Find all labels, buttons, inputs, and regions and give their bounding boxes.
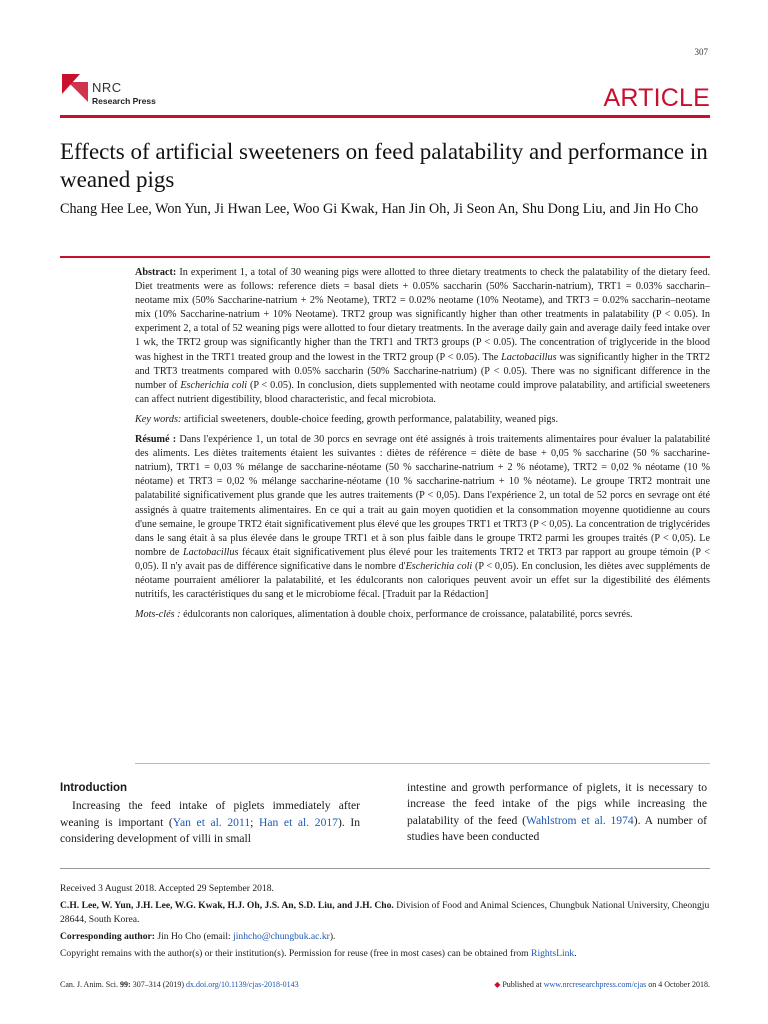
resume-text-3: (P < 0,05). En conclusion, les diètes avec suppléments de néotame pourraient améliorer la palatabilité, et les édulcorants non caloriques peuvent avoir un effet sur la digestibilité des éléments nutritifs, les caractéristiques du sang et le microbiome fécal. [Traduit par la Rédaction] [135, 560, 711, 601]
abstract-ecoli: Escherichia coli [180, 379, 248, 391]
received-date: Received 3 August 2018. Accepted 29 September 2018. [60, 883, 274, 894]
rightslink-link[interactable]: RightsLink [531, 948, 575, 960]
journal-url-link[interactable]: www.nrcresearchpress.com/cjas [543, 980, 647, 989]
resume-text-2: fécaux était significativement plus élevé pour les traitements TRT2 et TRT3 par rapport au groupe témoin (P < 0,05). Il n'y avait pas de différence significative dans le nombre d' [135, 546, 710, 572]
introduction-heading: Introduction [60, 782, 128, 794]
journal-name: Can. J. Anim. Sci. [60, 980, 121, 989]
abstract-text-2: was significantly higher in the TRT2 and TRT3 treatments compared with 0.05% saccharin (50% Saccharine-natrium) (P < 0.05). There was no significant difference in the number of [135, 351, 710, 391]
affiliation-authors: C.H. Lee, W. Yun, J.H. Lee, W.G. Kwak, H.J. Oh, J.S. An, S.D. Liu, and J.H. Cho. [60, 900, 394, 912]
copyright-notice [60, 947, 715, 960]
citation-link-han-2017[interactable]: Han et al. 2017 [259, 815, 338, 829]
motscles-paragraph [135, 608, 710, 622]
intro-right-text-1: intestine and growth performance of piglets, it is necessary to increase the feed intake of the pigs while increasing the palatability of the feed ( [407, 781, 707, 827]
resume-paragraph [135, 433, 710, 602]
page-number: 307 [694, 47, 708, 57]
nrc-logo-mark-icon [60, 68, 90, 108]
intro-paragraph-right [407, 780, 707, 846]
citation-separator: ; [250, 815, 259, 829]
keywords-text: artificial sweeteners, double-choice feeding, growth performance, palatability, weaned pigs. [181, 413, 559, 425]
abstract-paragraph [135, 266, 710, 407]
intro-right-text-2: ). A number of studies have been conducted [407, 813, 707, 844]
doi-link[interactable]: dx.doi.org/10.1139/cjas-2018-0143 [186, 980, 299, 989]
intro-paragraph-left [60, 798, 360, 847]
title-rule [60, 256, 710, 258]
author-list: Chang Hee Lee, Won Yun, Ji Hwan Lee, Woo Gi Kwak, Han Jin Oh, Ji Seon An, Shu Dong Liu, and Jin Ho Cho [60, 201, 699, 217]
body-column-left [60, 780, 360, 848]
motscles-text: édulcorants non caloriques, alimentation à double choix, performance de croissance, palatabilité, porcs sevrés. [180, 609, 633, 621]
published-info [494, 980, 710, 989]
logo-research-press-text: Research Press [92, 96, 156, 106]
corresponding-end: ). [329, 930, 336, 942]
corresponding-label: Corresponding author: [60, 930, 155, 942]
resume-ecoli: Escherichia coli [405, 560, 473, 572]
copyright-text: Copyright remains with the author(s) or their institution(s). Permission for reuse (free in most cases) can be obtained from [60, 948, 532, 960]
abstract-section [135, 266, 710, 628]
abstract-text-1: In experiment 1, a total of 30 weaning pigs were allotted to three dietary treatments to check the palatability of the dietary feed. Diet treatments were as follows: reference diets = basal diets + 0.05% saccharin (50% Saccharin-natrium), TRT1 = 0.03% saccharin–neotame mix (50% Saccharine-natrium + 2% Neotame), TRT2 = 0.02% neotame (10% Neotame), and TRT3 = 0.02% saccharin–neotame mix (10% Saccharine-natrium + 10% Neotame). TRT2 group was significantly higher than other treatments in palatability (P < 0.05). In experiment 2, a total of 52 weaning pigs were allotted to four dietary treatments. In the average daily gain and average daily feed intake over 1 wk, the TRT2 group was significantly higher than the TRT1 and TRT3 groups (P < 0.05). The concentration of triglyceride in the blood was highest in the TRT1 treated group and the lowest in the TRT2 group (P < 0.05). The [135, 267, 710, 363]
affiliation-text: Division of Food and Animal Sciences, Chungbuk National University, Cheongju 28644, South Korea. [60, 900, 710, 925]
footnote-rule [60, 868, 710, 869]
keywords-paragraph [135, 413, 710, 427]
footnotes [60, 882, 715, 964]
resume-label: Résumé : [135, 434, 177, 446]
resume-text-1: Dans l'expérience 1, un total de 30 porcs en sevrage ont été assignés à trois traitements alimentaires pour évaluer la palatabilité des aliments. Les diètes traitements étaient les suivantes : diètes de référence = diète de base + 0,05 % saccharine (50 % saccharine-natrium), TRT1 = 0,03 % mélange de saccharine-néotame (50 % saccharine-natrium + 2 % néotame), TRT2 = 0,02 % néotame (10 % néotame) et TRT3 = 0,02 % mélange saccharine-néotame (10 % saccharine-natrium + 10 % néotame). Le groupe TRT2 montrait une palatabilité significativement plus grande que les autres traitements (P < 0,05). Dans l'expérience 2, un total de 52 porcs en sevrage ont été assignés à quatre traitements alimentaires. En ce qui a trait au gain moyen quotidien et la consommation moyenne quotidienne au cours d'une semaine, le groupe TRT2 était significativement plus élevé que les groupes TRT1 et TRT3 (P < 0,05). La concentration de triglycérides dans le sang était à sa plus élevée dans le groupe TRT1 et à son plus faible dans le groupe TRT2 parmi les groupes traités (P < 0,05). Le nombre de [135, 434, 710, 558]
corresponding-text: Jin Ho Cho (email: [154, 930, 234, 942]
corresponding-email-link[interactable]: jinhcho@chungbuk.ac.kr [233, 930, 330, 942]
corresponding-author [60, 930, 715, 943]
citation-footer [60, 980, 710, 989]
published-date: on 4 October 2018. [646, 980, 710, 989]
citation-link-wahlstrom-1974[interactable]: Wahlstrom et al. 1974 [525, 813, 634, 827]
abstract-label: Abstract: [135, 267, 177, 278]
logo-nrc-text: NRC [92, 80, 122, 95]
article-title: Effects of artificial sweeteners on feed palatability and performance in weaned pigs [60, 139, 708, 192]
affiliation [60, 899, 715, 926]
published-prefix: Published at [500, 980, 544, 989]
body-column-right [407, 780, 707, 846]
nrc-logo[interactable] [60, 68, 155, 118]
abstract-rule [135, 763, 710, 764]
article-type-label: ARTICLE [603, 84, 710, 112]
motscles-label: Mots-clés : [135, 609, 181, 621]
journal-pages: 307–314 (2019) [130, 980, 187, 989]
citation-link-yan-2011[interactable]: Yan et al. 2011 [172, 815, 251, 829]
abstract-lactobacillus: Lactobacillus [501, 351, 557, 363]
header-rule [60, 115, 710, 118]
abstract-text-3: (P < 0.05). In conclusion, diets supplemented with neotame could improve palatability, and artificial sweeteners can affect nutrient digestibility, blood characteristic, and fecal microbiota. [135, 379, 710, 405]
resume-lactobacillus: Lactobacillus [182, 546, 239, 558]
intro-left-text-2: ). In considering development of villi in small [60, 815, 360, 846]
journal-volume: 99: [120, 980, 131, 989]
intro-left-text-1: Increasing the feed intake of piglets immediately after weaning is important ( [60, 799, 360, 829]
keywords-label: Key words: [135, 413, 182, 425]
nrc-small-logo-icon: ◆ [494, 980, 501, 989]
copyright-end: . [574, 948, 577, 960]
